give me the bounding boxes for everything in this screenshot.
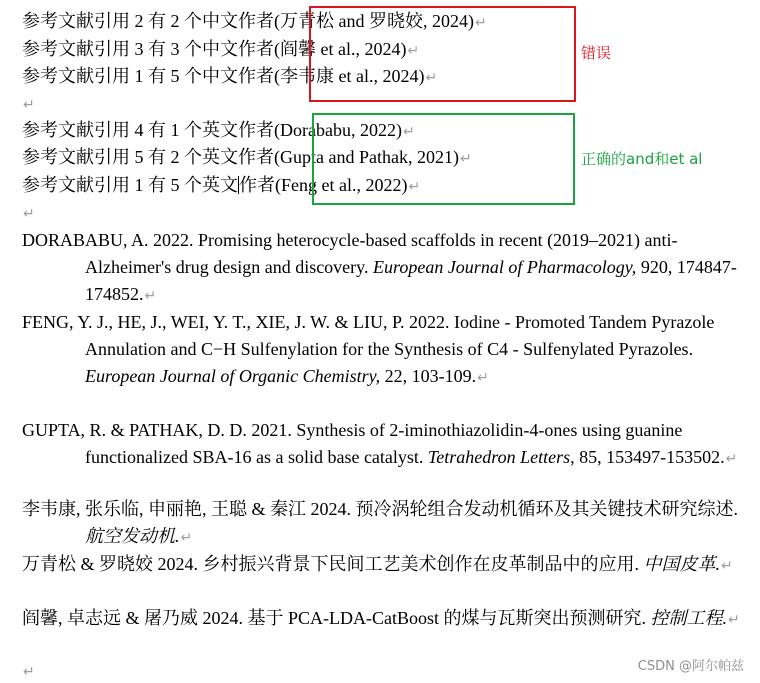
empty-paragraph <box>22 659 35 683</box>
citation-prefix: 参考文献引用 2 有 2 个中文作者 <box>22 11 274 31</box>
paragraph-mark-icon: ↵ <box>474 15 487 31</box>
citation-prefix: 参考文献引用 1 有 5 个中文作者 <box>22 66 274 86</box>
paragraph-mark-icon: ↵ <box>23 664 35 680</box>
reference-entry-li <box>22 496 747 552</box>
reference-text: 阎馨, 卓志远 & 屠乃威 2024. 基于 PCA-LDA-CatBoost 的煤与瓦斯突出预测研究. <box>22 608 651 628</box>
paragraph-mark-icon: ↵ <box>23 97 35 113</box>
citation-prefix: 参考文献引用 5 有 2 个英文作者 <box>22 147 274 167</box>
reference-text: FENG, Y. J., HE, J., WEI, Y. T., XIE, J. W. & LIU, P. 2022. Iodine - Promoted Tandem Pyrazole Annulation and C−H Sulfenylation for the Synthesis of C4 - Sulfenylated Pyrazoles. <box>22 312 715 359</box>
citation-prefix: 参考文献引用 4 有 1 个英文作者 <box>22 120 274 140</box>
watermark: CSDN @阿尔帕兹 <box>637 659 744 674</box>
correct-annotation: 正确的and和et al <box>581 150 703 168</box>
error-annotation: 错误 <box>581 44 612 62</box>
reference-tail: 920, 174847-174852. <box>85 257 737 304</box>
reference-entry-dorababu <box>22 227 747 310</box>
paragraph-mark-icon: ↵ <box>23 206 35 222</box>
paragraph-mark-icon: ↵ <box>407 43 420 59</box>
reference-text: 万青松 & 罗晓姣 2024. 乡村振兴背景下民间工艺美术创作在皮革制品中的应用. <box>22 554 644 574</box>
paragraph-mark-icon: ↵ <box>721 558 733 574</box>
reference-text: GUPTA, R. & PATHAK, D. D. 2021. Synthesis of 2-iminothiazolidin-4-ones using guanine functionalized SBA-16 as a solid base catalyst. <box>22 420 683 467</box>
paragraph-mark-icon: ↵ <box>402 124 415 140</box>
reference-text: 李韦康, 张乐临, 申丽艳, 王聪 & 秦江 2024. 预冷涡轮组合发动机循环及其关键技术研究综述. <box>22 499 738 519</box>
reference-tail: 22, 103-109. <box>380 366 477 386</box>
reference-journal: Tetrahedron Letters, <box>427 447 575 467</box>
reference-entry-yan <box>22 605 747 634</box>
citation-text: (Feng et al., 2022) <box>275 175 408 195</box>
reference-journal: 中国皮革. <box>643 554 720 574</box>
paragraph-mark-icon: ↵ <box>725 451 738 467</box>
reference-entry-gupta <box>22 417 747 473</box>
empty-paragraph <box>22 92 35 116</box>
citation-text: (Gupta and Pathak, 2021) <box>274 147 459 167</box>
reference-journal: 航空发动机. <box>85 526 180 546</box>
paragraph-mark-icon: ↵ <box>477 370 489 386</box>
citation-text: (万青松 and 罗晓姣, 2024) <box>274 11 474 31</box>
citation-text: (阎馨 et al., 2024) <box>274 39 407 59</box>
paragraph-mark-icon: ↵ <box>180 530 193 546</box>
citation-prefix: 参考文献引用 1 有 5 个英文 <box>22 175 238 195</box>
citation-prefix-end: 作者 <box>239 175 275 195</box>
paragraph-mark-icon: ↵ <box>459 151 472 167</box>
reference-entry-feng <box>22 309 747 392</box>
empty-paragraph <box>22 201 35 225</box>
paragraph-mark-icon: ↵ <box>144 288 157 304</box>
paragraph-mark-icon: ↵ <box>408 179 421 195</box>
reference-journal: 控制工程. <box>650 608 728 628</box>
paragraph-mark-icon: ↵ <box>425 70 438 86</box>
reference-journal: European Journal of Organic Chemistry, <box>85 366 381 386</box>
error-highlight-box <box>309 6 576 102</box>
reference-journal: European Journal of Pharmacology, <box>373 257 637 277</box>
paragraph-mark-icon: ↵ <box>728 612 740 628</box>
citation-text: (Dorababu, 2022) <box>274 120 402 140</box>
citation-text: (李韦康 et al., 2024) <box>274 66 425 86</box>
reference-text: DORABABU, A. 2022. Promising heterocycle-based scaffolds in recent (2019–2021) anti-Alzheimer's drug design and discovery. <box>22 230 678 277</box>
citation-prefix: 参考文献引用 3 有 3 个中文作者 <box>22 39 274 59</box>
correct-highlight-box <box>312 113 575 205</box>
reference-entry-wan <box>22 551 747 580</box>
reference-tail: 85, 153497-153502. <box>574 447 725 467</box>
